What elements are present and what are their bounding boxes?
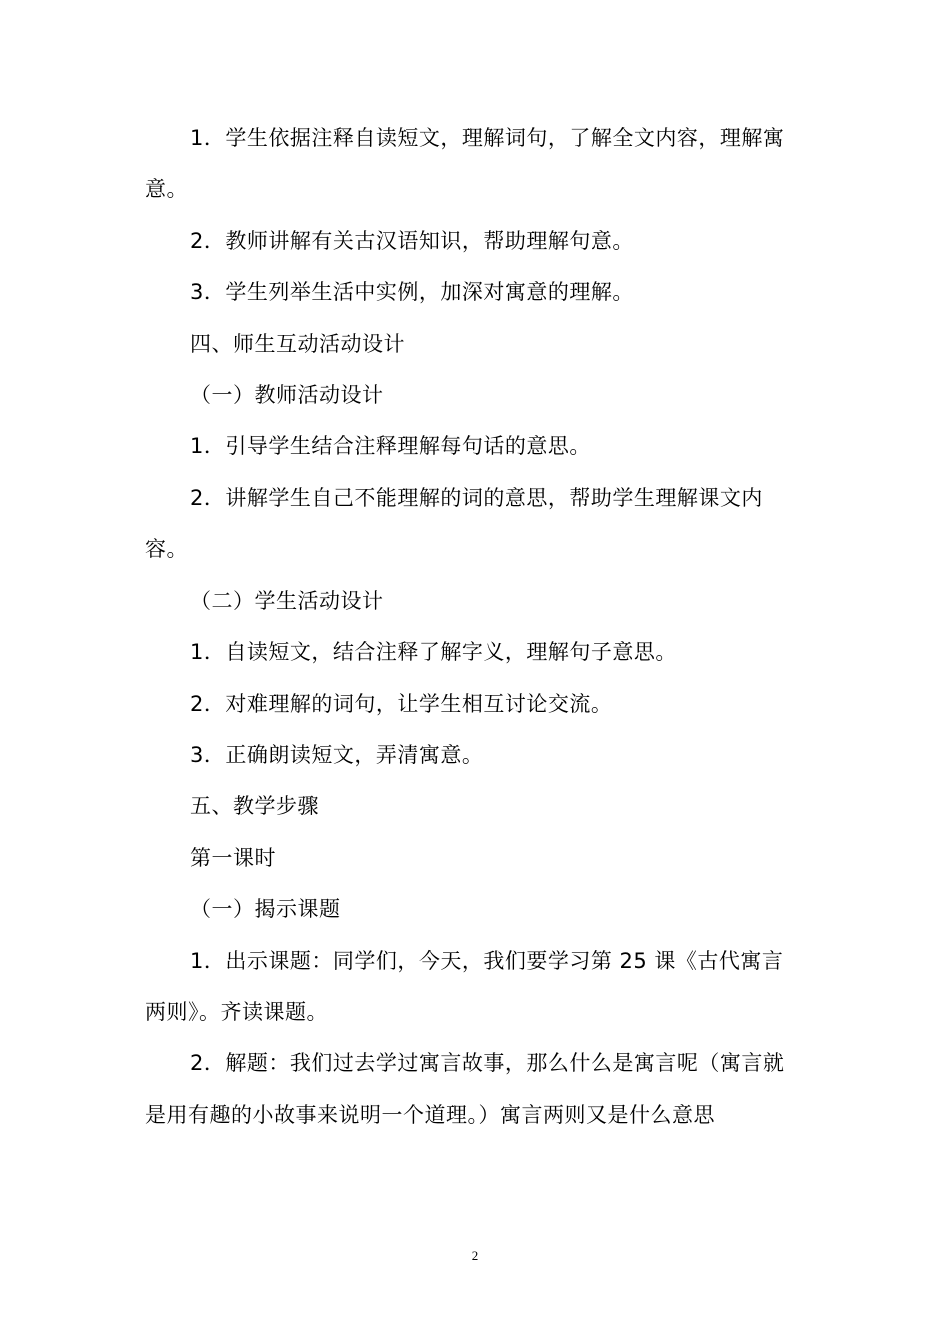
subsection-heading: （一）教师活动设计 [190, 383, 384, 407]
paragraph-line: 1．出示课题：同学们，今天，我们要学习第 25 课《古代寓言 [190, 949, 784, 973]
paragraph-line: 1．引导学生结合注释理解每句话的意思。 [190, 434, 591, 458]
subsection-heading: （二）学生活动设计 [190, 589, 384, 613]
paragraph-line: 是用有趣的小故事来说明一个道理。）寓言两则又是什么意思 [145, 1103, 715, 1127]
lesson-heading: 第一课时 [190, 846, 276, 870]
page-number: 2 [471, 1248, 479, 1263]
paragraph-line: 2．解题：我们过去学过寓言故事，那么什么是寓言呢（寓言就 [190, 1051, 785, 1075]
paragraph-line: 意。 [145, 177, 188, 201]
section-heading: 四、师生互动活动设计 [190, 332, 405, 356]
section-heading: 五、教学步骤 [190, 794, 319, 818]
paragraph-line: 2．讲解学生自己不能理解的词的意思，帮助学生理解课文内 [190, 486, 763, 510]
paragraph-line: 3．正确朗读短文，弄清寓意。 [190, 743, 484, 767]
subsection-heading: （一）揭示课题 [190, 897, 341, 921]
paragraph-line: 1．学生依据注释自读短文，理解词句，了解全文内容，理解寓 [190, 126, 785, 150]
paragraph-line: 2．对难理解的词句，让学生相互讨论交流。 [190, 692, 613, 716]
paragraph-line: 3．学生列举生活中实例，加深对寓意的理解。 [190, 280, 634, 304]
paragraph-line: 1．自读短文，结合注释了解字义，理解句子意思。 [190, 640, 677, 664]
paragraph-line: 两则》。齐读课题。 [145, 1000, 328, 1024]
paragraph-line: 2．教师讲解有关古汉语知识，帮助理解句意。 [190, 229, 634, 253]
paragraph-line: 容。 [145, 537, 188, 561]
